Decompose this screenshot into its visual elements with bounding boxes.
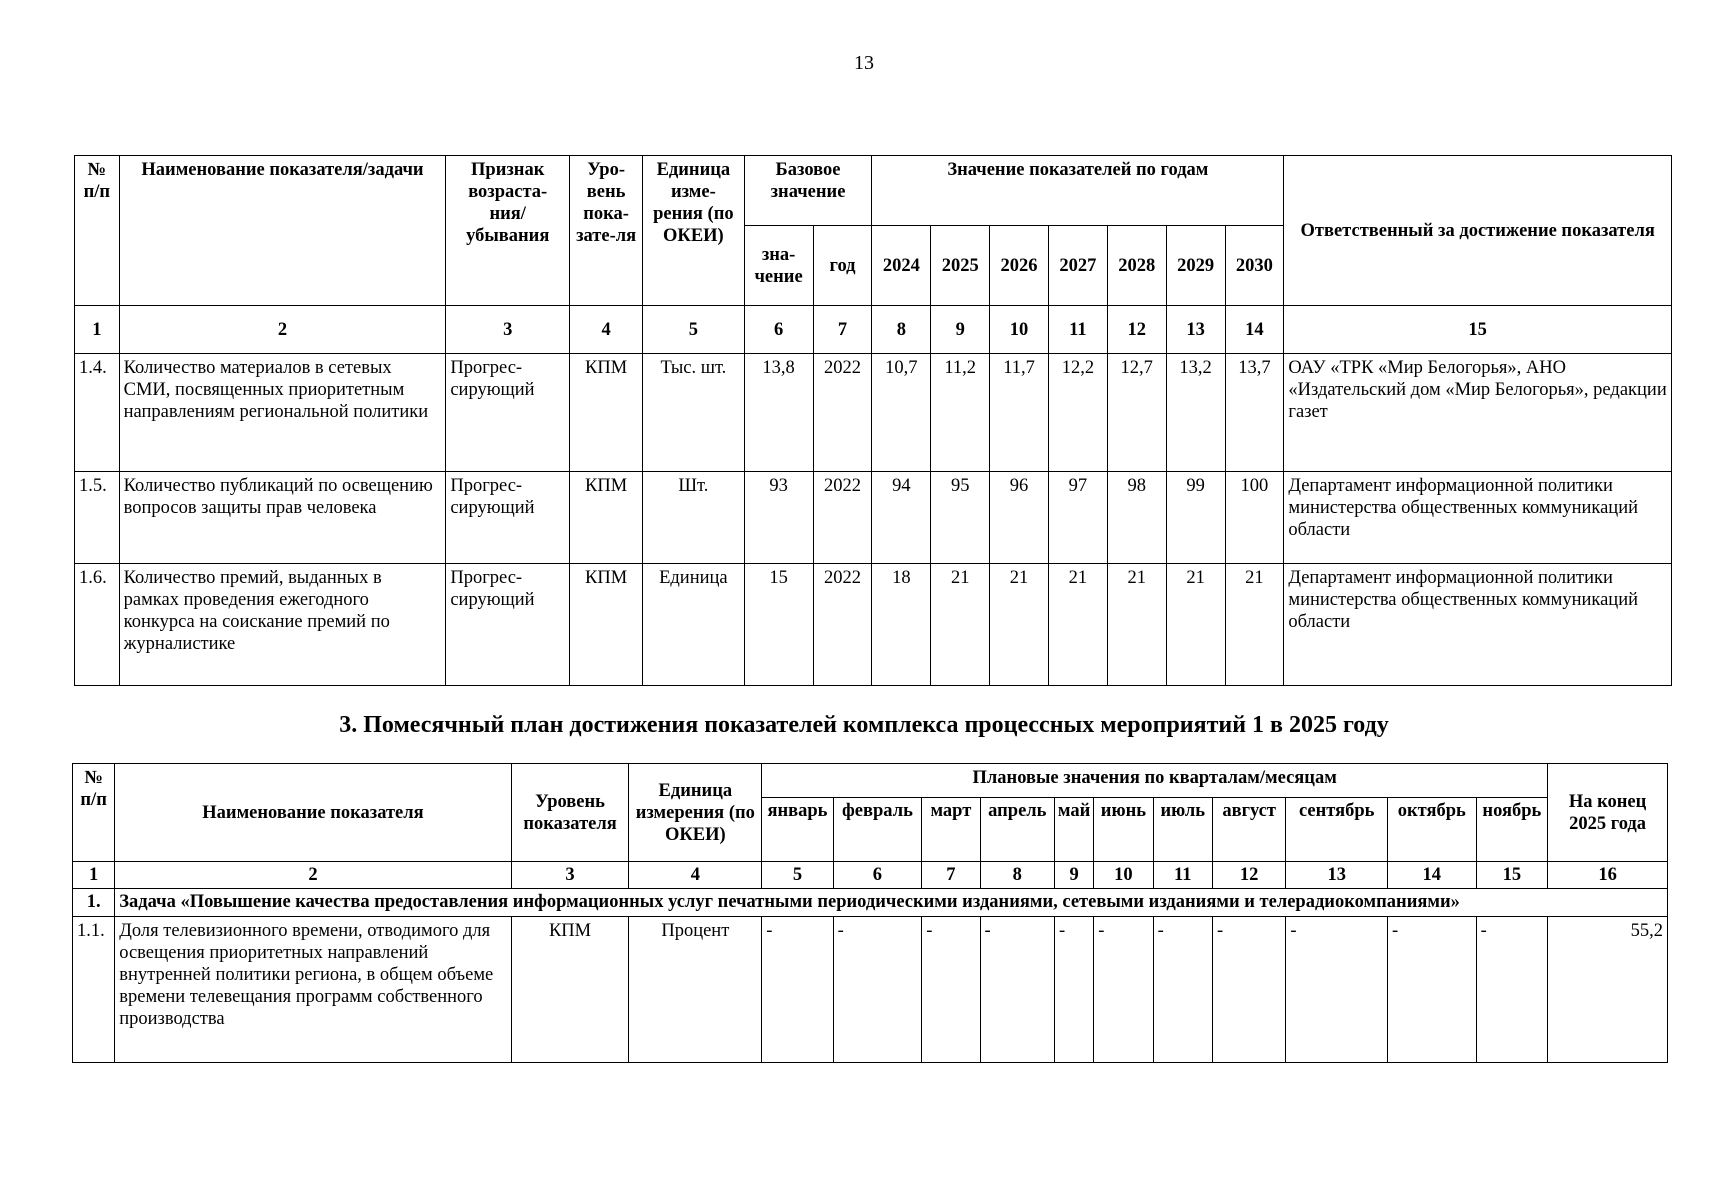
row-num: 1.1. <box>73 917 115 1063</box>
row-month-value: - <box>1388 917 1477 1063</box>
header-year: 2029 <box>1166 226 1225 306</box>
monthly-plan-table <box>72 763 1668 1063</box>
col-number: 7 <box>813 306 872 354</box>
table-row <box>75 354 1672 472</box>
row-base-value: 13,8 <box>744 354 813 472</box>
row-name: Количество публикаций по освещению вопросов защиты прав человека <box>119 472 446 564</box>
row-responsible: ОАУ «ТРК «Мир Белогорья», АНО «Издательский дом «Мир Белогорья», редакции газет <box>1284 354 1672 472</box>
header-month: ноябрь <box>1476 798 1548 862</box>
row-month-value: - <box>1476 917 1548 1063</box>
row-level: КПМ <box>570 564 643 686</box>
header-num: № п/п <box>75 156 120 306</box>
col-number: 6 <box>744 306 813 354</box>
row-year-value: 12,7 <box>1107 354 1166 472</box>
row-year-value: 10,7 <box>872 354 931 472</box>
header-end: На конец 2025 года <box>1548 764 1668 862</box>
col-number: 15 <box>1284 306 1672 354</box>
header-year: 2027 <box>1048 226 1107 306</box>
col-number: 10 <box>1094 862 1153 889</box>
col-number: 8 <box>872 306 931 354</box>
header-month: февраль <box>833 798 922 862</box>
task-text: Задача «Повышение качества предоставления информационных услуг печатными периодическими изданиями, сетевыми изданиями и телерадиокомпаниями» <box>115 889 1668 917</box>
col-number: 9 <box>931 306 990 354</box>
col-number: 11 <box>1153 862 1212 889</box>
row-name: Количество материалов в сетевых СМИ, посвященных приоритетным направлениям региональной политики <box>119 354 446 472</box>
row-trend: Прогрес-сирующий <box>446 472 570 564</box>
col-number: 13 <box>1286 862 1388 889</box>
header-month: май <box>1055 798 1094 862</box>
row-name: Доля телевизионного времени, отводимого для освещения приоритетных направлений внутренней политики региона, в общем объеме времени телевещания программ собственного производства <box>115 917 511 1063</box>
header-responsible: Ответственный за достижение показателя <box>1284 156 1672 306</box>
header-unit: Единица изме-рения (по ОКЕИ) <box>643 156 744 306</box>
col-number: 11 <box>1048 306 1107 354</box>
row-responsible: Департамент информационной политики министерства общественных коммуникаций области <box>1284 472 1672 564</box>
row-year-value: 21 <box>1166 564 1225 686</box>
row-year-value: 21 <box>1225 564 1284 686</box>
row-base-year: 2022 <box>813 354 872 472</box>
task-num: 1. <box>73 889 115 917</box>
header-year: 2028 <box>1107 226 1166 306</box>
row-month-value: - <box>1153 917 1212 1063</box>
col-number: 8 <box>980 862 1054 889</box>
row-month-value: - <box>1286 917 1388 1063</box>
row-level: КПМ <box>511 917 629 1063</box>
row-unit: Единица <box>643 564 744 686</box>
row-month-value: - <box>922 917 980 1063</box>
row-year-value: 21 <box>1048 564 1107 686</box>
col-number: 4 <box>629 862 762 889</box>
header-num: № п/п <box>73 764 115 862</box>
header-month: август <box>1212 798 1285 862</box>
row-year-value: 11,2 <box>931 354 990 472</box>
row-year-value: 21 <box>931 564 990 686</box>
row-year-value: 18 <box>872 564 931 686</box>
col-number: 16 <box>1548 862 1668 889</box>
col-number: 3 <box>446 306 570 354</box>
header-month: июль <box>1153 798 1212 862</box>
row-level: КПМ <box>570 472 643 564</box>
section-title: 3. Помесячный план достижения показателей комплекса процессных мероприятий 1 в 2025 году <box>339 712 1389 738</box>
col-number: 5 <box>643 306 744 354</box>
col-number: 14 <box>1388 862 1477 889</box>
row-month-value: - <box>980 917 1054 1063</box>
row-trend: Прогрес-сирующий <box>446 354 570 472</box>
col-number: 14 <box>1225 306 1284 354</box>
row-num: 1.4. <box>75 354 120 472</box>
table-row <box>73 917 1668 1063</box>
row-name: Количество премий, выданных в рамках проведения ежегодного конкурса на соискание премий по журналистике <box>119 564 446 686</box>
row-unit: Процент <box>629 917 762 1063</box>
row-year-value: 21 <box>1107 564 1166 686</box>
header-year: 2025 <box>931 226 990 306</box>
header-years-group: Значение показателей по годам <box>872 156 1284 226</box>
col-number: 2 <box>119 306 446 354</box>
row-base-year: 2022 <box>813 564 872 686</box>
row-year-value: 100 <box>1225 472 1284 564</box>
row-month-value: - <box>1055 917 1094 1063</box>
row-end-value: 55,2 <box>1548 917 1668 1063</box>
col-number: 10 <box>990 306 1049 354</box>
row-month-value: - <box>1094 917 1153 1063</box>
col-number: 13 <box>1166 306 1225 354</box>
col-number: 3 <box>511 862 629 889</box>
row-unit: Тыс. шт. <box>643 354 744 472</box>
header-level: Уро-вень пока-зате-ля <box>570 156 643 306</box>
indicators-table <box>74 155 1672 686</box>
row-level: КПМ <box>570 354 643 472</box>
header-month: март <box>922 798 980 862</box>
header-base: Базовое значение <box>744 156 872 226</box>
row-year-value: 96 <box>990 472 1049 564</box>
header-year: 2030 <box>1225 226 1284 306</box>
table-row <box>75 472 1672 564</box>
row-year-value: 11,7 <box>990 354 1049 472</box>
col-number: 12 <box>1212 862 1285 889</box>
row-base-value: 15 <box>744 564 813 686</box>
header-month: январь <box>762 798 833 862</box>
col-number: 1 <box>75 306 120 354</box>
row-unit: Шт. <box>643 472 744 564</box>
col-number: 4 <box>570 306 643 354</box>
header-plan-group: Плановые значения по кварталам/месяцам <box>762 764 1548 798</box>
header-year: 2026 <box>990 226 1049 306</box>
row-num: 1.5. <box>75 472 120 564</box>
row-year-value: 98 <box>1107 472 1166 564</box>
col-number: 12 <box>1107 306 1166 354</box>
row-month-value: - <box>1212 917 1285 1063</box>
col-number: 5 <box>762 862 833 889</box>
row-num: 1.6. <box>75 564 120 686</box>
col-number: 9 <box>1055 862 1094 889</box>
row-month-value: - <box>762 917 833 1063</box>
row-year-value: 13,2 <box>1166 354 1225 472</box>
row-trend: Прогрес-сирующий <box>446 564 570 686</box>
page-number: 13 <box>854 52 874 74</box>
row-year-value: 97 <box>1048 472 1107 564</box>
header-base-value: зна-чение <box>744 226 813 306</box>
row-year-value: 13,7 <box>1225 354 1284 472</box>
row-year-value: 95 <box>931 472 990 564</box>
row-year-value: 12,2 <box>1048 354 1107 472</box>
row-month-value: - <box>833 917 922 1063</box>
header-month: апрель <box>980 798 1054 862</box>
col-number: 15 <box>1476 862 1548 889</box>
row-base-year: 2022 <box>813 472 872 564</box>
col-number: 1 <box>73 862 115 889</box>
header-unit: Единица измерения (по ОКЕИ) <box>629 764 762 862</box>
header-year: 2024 <box>872 226 931 306</box>
header-trend: Признак возраста-ния/ убывания <box>446 156 570 306</box>
col-number: 2 <box>115 862 511 889</box>
row-year-value: 99 <box>1166 472 1225 564</box>
header-month: июнь <box>1094 798 1153 862</box>
header-base-year: год <box>813 226 872 306</box>
row-year-value: 21 <box>990 564 1049 686</box>
header-level: Уровень показателя <box>511 764 629 862</box>
row-base-value: 93 <box>744 472 813 564</box>
table-row <box>75 564 1672 686</box>
header-month: октябрь <box>1388 798 1477 862</box>
col-number: 7 <box>922 862 980 889</box>
header-month: сентябрь <box>1286 798 1388 862</box>
row-year-value: 94 <box>872 472 931 564</box>
header-name: Наименование показателя/задачи <box>119 156 446 306</box>
row-responsible: Департамент информационной политики министерства общественных коммуникаций области <box>1284 564 1672 686</box>
col-number: 6 <box>833 862 922 889</box>
header-name: Наименование показателя <box>115 764 511 862</box>
